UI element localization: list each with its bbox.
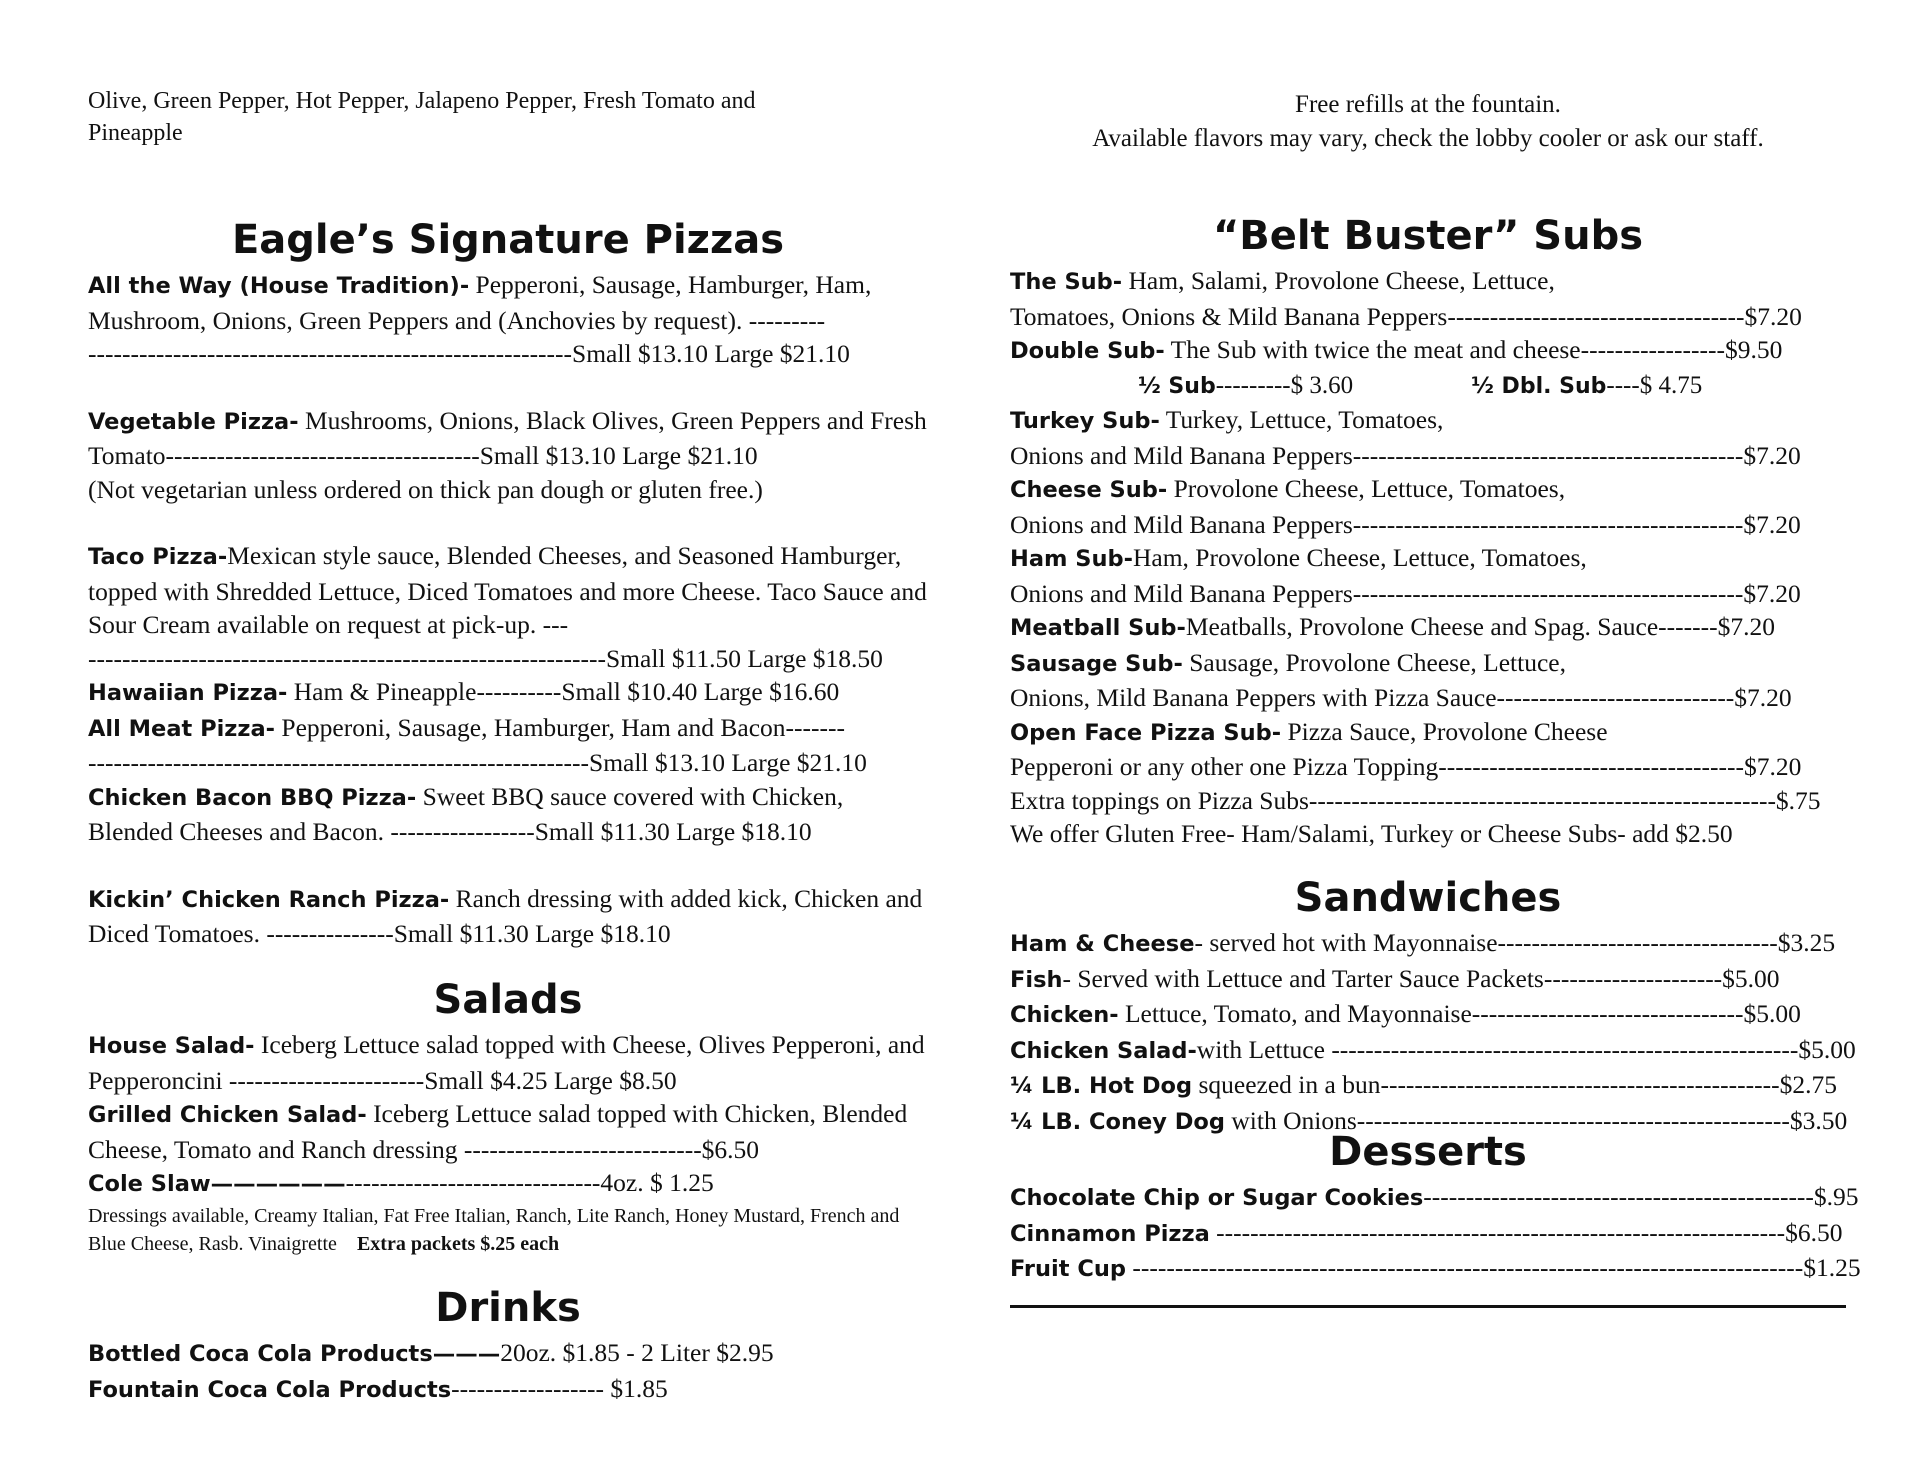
item-name: Open Face Pizza Sub- bbox=[1010, 719, 1282, 746]
item-name: Bottled Coca Cola Products——— bbox=[88, 1341, 501, 1367]
item-name: House Salad- bbox=[88, 1033, 255, 1059]
item-name: Hawaiian Pizza- bbox=[88, 680, 288, 706]
item-desc: Pizza Sauce, Provolone Cheese bbox=[1281, 716, 1608, 746]
item-desc: Sausage, Provolone Cheese, Lettuce, bbox=[1182, 647, 1566, 677]
item-name: Cinnamon Pizza bbox=[1010, 1220, 1210, 1247]
item-desc: Meatballs, Provolone Cheese and Spag. Sauce-------$7.20 bbox=[1185, 612, 1775, 641]
item-name: ¼ LB. Coney Dog bbox=[1010, 1108, 1225, 1135]
section-title-pizzas: Eagle’s Signature Pizzas bbox=[231, 217, 785, 263]
salads-section bbox=[88, 972, 928, 1258]
item-price-line: -----------------------------------------------------------Small $13.10 Large $21.10 bbox=[88, 748, 867, 777]
item-desc: Sweet BBQ sauce covered with Chicken, Blended Cheeses and Bacon. -----------------Small $11.30 Large $18.10 bbox=[88, 781, 844, 846]
section-title-desserts: Desserts bbox=[1329, 1129, 1527, 1175]
menu-item-cinnamon-pizza bbox=[1010, 1216, 1846, 1252]
item-desc: 20oz. $1.85 - 2 Liter $2.95 bbox=[500, 1338, 774, 1367]
item-desc: Pepperoni, Sausage, Hamburger, Ham, Mushroom, Onions, Green Peppers and (Anchovies by request). --------- bbox=[88, 270, 872, 335]
item-desc: ----------------------------------------------$.95 bbox=[1423, 1182, 1859, 1211]
menu-item-chicken bbox=[1010, 997, 1846, 1033]
drinks-section bbox=[88, 1280, 928, 1407]
menu-item-sausage-sub bbox=[1010, 646, 1846, 682]
item-price-line: Tomatoes, Onions & Mild Banana Peppers-----------------------------------$7.20 bbox=[1010, 301, 1802, 331]
menu-item-house-salad bbox=[88, 1028, 928, 1097]
item-desc: Pepperoni, Sausage, Hamburger, Ham and Bacon------- bbox=[275, 712, 845, 742]
item-price-line: ---------------------------------------------------------Small $13.10 Large $21.10 bbox=[88, 339, 850, 368]
menu-item-ham-cheese bbox=[1010, 926, 1846, 962]
item-desc: The Sub with twice the meat and cheese-----------------$9.50 bbox=[1164, 335, 1783, 364]
item-name: Chicken Salad- bbox=[1010, 1037, 1197, 1064]
menu-item-open-face-pizza-sub bbox=[1010, 715, 1846, 751]
menu-item-chicken-salad bbox=[1010, 1033, 1856, 1069]
gluten-free-line: We offer Gluten Free- Ham/Salami, Turkey or Cheese Subs- add $2.50 bbox=[1010, 819, 1733, 848]
item-desc: Iceberg Lettuce salad topped with Cheese, Olives Pepperoni, and Pepperoncini -----------------------Small $4.25 Large $8.50 bbox=[88, 1030, 925, 1095]
menu-item-chicken-bacon-bbq-pizza bbox=[88, 780, 928, 849]
item-name: Turkey Sub- bbox=[1010, 408, 1160, 434]
free-refills-text: Free refills at the fountain. bbox=[1295, 91, 1561, 118]
menu-item-fish bbox=[1010, 962, 1846, 998]
bottom-divider bbox=[1010, 1305, 1846, 1308]
item-name: Cheese Sub- bbox=[1010, 477, 1168, 503]
item-desc: squeezed in a bun-----------------------------------------------$2.75 bbox=[1192, 1070, 1837, 1099]
section-title-salads: Salads bbox=[433, 977, 583, 1023]
item-name: All Meat Pizza- bbox=[88, 715, 276, 742]
signature-pizzas-section bbox=[88, 212, 928, 951]
item-name: Double Sub- bbox=[1010, 338, 1165, 364]
half-dbl-sub-price: ----$ 4.75 bbox=[1606, 371, 1703, 399]
menu-item-cheese-sub bbox=[1010, 472, 1846, 508]
item-price-line: Onions and Mild Banana Peppers----------------------------------------------$7.20 bbox=[1010, 440, 1801, 470]
desserts-section bbox=[1010, 1124, 1861, 1287]
item-name: All the Way (House Tradition)- bbox=[88, 273, 470, 299]
half-sub-options bbox=[1010, 369, 1846, 404]
item-desc: ------------------------------4oz. $ 1.25 bbox=[345, 1168, 714, 1197]
item-name: Meatball Sub- bbox=[1010, 615, 1186, 641]
section-title-sandwiches: Sandwiches bbox=[1294, 875, 1562, 921]
menu-item-cole-slaw bbox=[88, 1166, 928, 1202]
menu-item-all-meat-pizza bbox=[88, 711, 928, 747]
half-sub-name: ½ Sub bbox=[1138, 373, 1216, 399]
menu-item-fountain-coca-cola bbox=[88, 1372, 928, 1408]
item-desc: -------------------------------------------------------------------------------$1.25 bbox=[1125, 1253, 1861, 1282]
item-desc: Iceberg Lettuce salad topped with Chicken, Blended Cheese, Tomato and Ranch dressing ----------------------------$6.50 bbox=[88, 1099, 908, 1164]
menu-item-fruit-cup bbox=[1010, 1251, 1861, 1287]
item-name: Chocolate Chip or Sugar Cookies bbox=[1010, 1185, 1424, 1211]
half-dbl-sub-name: ½ Dbl. Sub bbox=[1471, 373, 1607, 399]
drinks-continued-text bbox=[1010, 88, 1846, 156]
section-title-drinks: Drinks bbox=[435, 1285, 581, 1331]
extra-packets-text: Extra packets $.25 each bbox=[356, 1232, 560, 1255]
section-title-subs: “Belt Buster” Subs bbox=[1212, 213, 1644, 259]
item-name: Chicken Bacon BBQ Pizza- bbox=[88, 784, 417, 811]
half-sub-price: ---------$ 3.60 bbox=[1215, 371, 1354, 399]
menu-item-kickin-chicken-ranch-pizza bbox=[88, 882, 928, 951]
item-name: Chicken- bbox=[1010, 1002, 1119, 1028]
item-desc: Provolone Cheese, Lettuce, Tomatoes, bbox=[1167, 474, 1566, 503]
menu-item-vegetable-pizza bbox=[88, 404, 928, 473]
toppings-continued-text: Olive, Green Pepper, Hot Pepper, Jalapeno Pepper, Fresh Tomato and Pineapple bbox=[88, 88, 756, 146]
menu-item-ham-sub bbox=[1010, 541, 1846, 577]
item-name: ¼ LB. Hot Dog bbox=[1010, 1073, 1193, 1099]
item-price-line: Onions and Mild Banana Peppers----------------------------------------------$7.20 bbox=[1010, 509, 1801, 539]
item-name: Kickin’ Chicken Ranch Pizza- bbox=[88, 886, 450, 913]
item-price-line: Onions, Mild Banana Peppers with Pizza Sauce----------------------------$7.20 bbox=[1010, 683, 1792, 712]
item-name: Fountain Coca Cola Products bbox=[88, 1376, 452, 1403]
item-desc: - Served with Lettuce and Tarter Sauce Packets---------------------$5.00 bbox=[1062, 963, 1780, 993]
item-desc: Lettuce, Tomato, and Mayonnaise--------------------------------$5.00 bbox=[1118, 999, 1801, 1028]
item-name: Vegetable Pizza- bbox=[88, 408, 299, 435]
menu-item-hawaiian-pizza bbox=[88, 675, 928, 711]
item-desc: Mexican style sauce, Blended Cheeses, and Seasoned Hamburger, topped with Shredded Lettuce, Diced Tomatoes and more Cheese. Taco Sauce and Sour Cream available on request at pick-up. --- bbox=[88, 541, 927, 639]
item-name: The Sub- bbox=[1010, 269, 1123, 295]
item-name: Ham & Cheese bbox=[1010, 931, 1195, 957]
menu-item-grilled-chicken-salad bbox=[88, 1097, 928, 1166]
item-name: Ham Sub- bbox=[1010, 546, 1133, 572]
item-desc: Ham & Pineapple----------Small $10.40 Large $16.60 bbox=[287, 677, 840, 706]
menu-item-all-the-way bbox=[88, 268, 928, 337]
extra-toppings-line: Extra toppings on Pizza Subs-------------------------------------------------------$.75 bbox=[1010, 785, 1821, 815]
menu-item-the-sub bbox=[1010, 264, 1846, 300]
item-desc: Mushrooms, Onions, Black Olives, Green Peppers and Fresh Tomato-------------------------------------Small $13.10 Large $21.10 bbox=[88, 405, 927, 470]
dressings-text: Dressings available, Creamy Italian, Fat Free Italian, Ranch, Lite Ranch, Honey Mustard, French and Blue Cheese, Rasb. Vinaigrette bbox=[88, 1204, 900, 1255]
menu-item-meatball-sub bbox=[1010, 610, 1846, 646]
item-price-line: Onions and Mild Banana Peppers----------------------------------------------$7.20 bbox=[1010, 578, 1801, 608]
item-name: Sausage Sub- bbox=[1010, 650, 1183, 677]
item-name: Grilled Chicken Salad- bbox=[88, 1102, 367, 1128]
item-name: Taco Pizza- bbox=[88, 544, 228, 570]
item-price-line: -------------------------------------------------------------Small $11.50 Large $18.50 bbox=[88, 643, 883, 673]
menu-item-hot-dog bbox=[1010, 1068, 1846, 1104]
menu-item-cookies bbox=[1010, 1180, 1859, 1216]
item-desc: Ranch dressing with added kick, Chicken and Diced Tomatoes. ---------------Small $11.30 Large $18.10 bbox=[88, 883, 923, 948]
item-desc: -------------------------------------------------------------------$6.50 bbox=[1209, 1217, 1843, 1247]
item-price-line: Pepperoni or any other one Pizza Topping------------------------------------$7.20 bbox=[1010, 752, 1802, 781]
belt-buster-subs-section bbox=[1010, 208, 1846, 851]
flavors-note-text: Available flavors may vary, check the lobby cooler or ask our staff. bbox=[1092, 125, 1764, 152]
item-note: (Not vegetarian unless ordered on thick pan dough or gluten free.) bbox=[88, 474, 763, 504]
item-name: Fish bbox=[1010, 966, 1063, 993]
item-desc: Ham, Salami, Provolone Cheese, Lettuce, bbox=[1122, 266, 1555, 295]
menu-item-taco-pizza bbox=[88, 539, 928, 642]
item-desc: ------------------ $1.85 bbox=[451, 1373, 668, 1403]
menu-item-double-sub bbox=[1010, 333, 1846, 369]
item-name: Cole Slaw—————— bbox=[88, 1171, 346, 1197]
item-desc: Turkey, Lettuce, Tomatoes, bbox=[1159, 405, 1444, 434]
item-desc: with Onions---------------------------------------------------$3.50 bbox=[1224, 1105, 1848, 1135]
item-desc: Ham, Provolone Cheese, Lettuce, Tomatoes, bbox=[1132, 543, 1587, 572]
menu-item-turkey-sub bbox=[1010, 403, 1846, 439]
sandwiches-section bbox=[1010, 870, 1856, 1139]
dressings-note bbox=[88, 1202, 928, 1258]
item-name: Fruit Cup bbox=[1010, 1256, 1126, 1282]
item-desc: - served hot with Mayonnaise---------------------------------$3.25 bbox=[1194, 928, 1836, 957]
item-desc: with Lettuce -------------------------------------------------------$5.00 bbox=[1196, 1034, 1856, 1064]
menu-item-bottled-coca-cola bbox=[88, 1336, 928, 1372]
